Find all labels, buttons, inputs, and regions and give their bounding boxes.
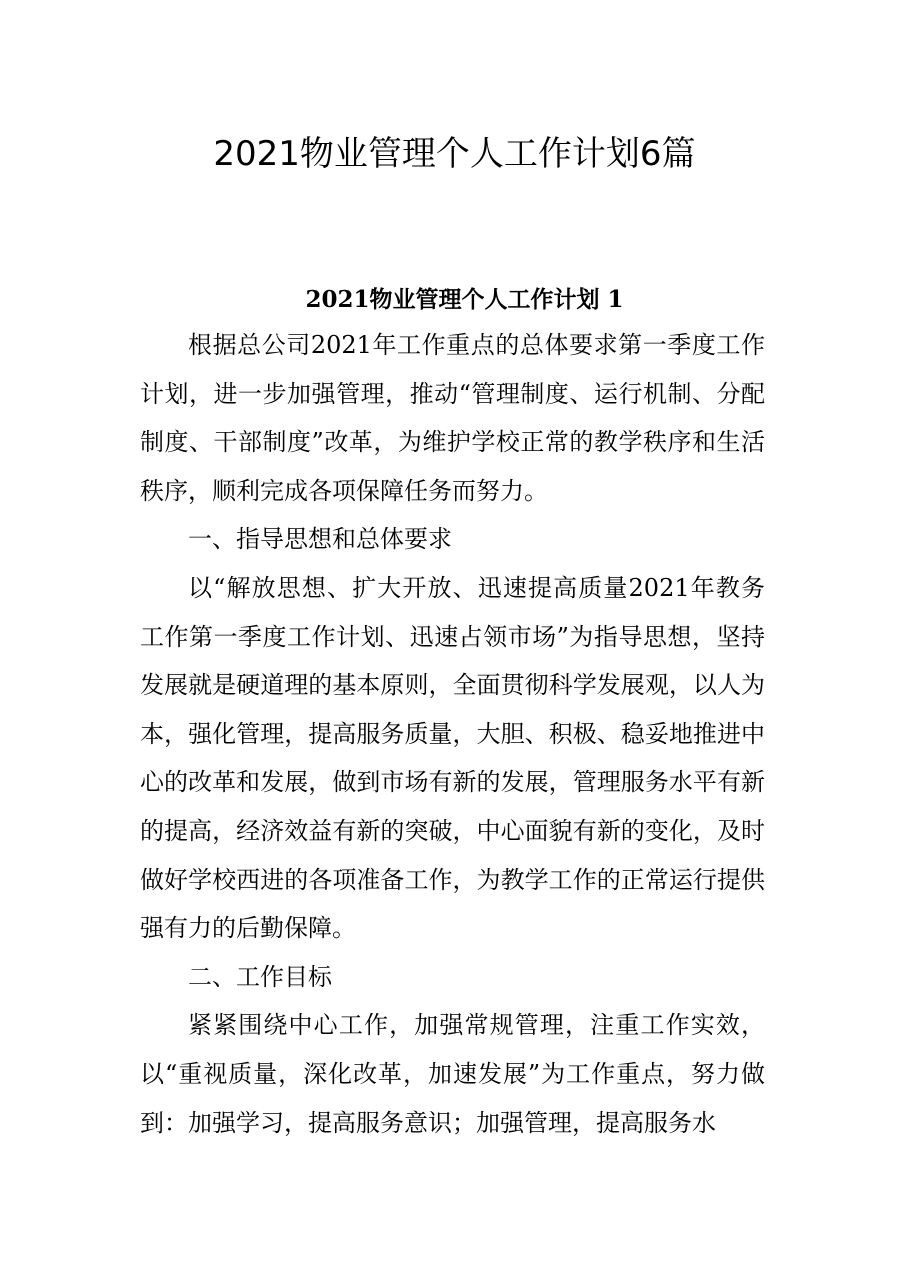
- heading-guiding-principles: 一、指导思想和总体要求: [188, 525, 452, 554]
- section-title: 2021物业管理个人工作计划 1: [305, 286, 624, 313]
- paragraph-guiding-principles: 以“解放思想、扩大开放、迅速提高质量2021年教务工作第一季度工作计划、迅速占领市场”为指导思想，坚持发展就是硬道理的基本原则，全面贯彻科学发展观，以人为本，强化管理，提高服务质量，大胆、积极、稳妥地推进中心的改革和发展，做到市场有新的发展，管理服务水平有新的提高，经济效益有新的突破，中心面貌有新的变化，及时做好学校西进的各项准备工作，为教学工作的正常运行提供强有力的后勤保障。: [140, 573, 765, 943]
- heading-work-goals: 二、工作目标: [188, 962, 332, 991]
- document-title: 2021物业管理个人工作计划6篇: [213, 134, 696, 174]
- paragraph-intro: 根据总公司2021年工作重点的总体要求第一季度工作计划，进一步加强管理，推动“管理制度、运行机制、分配制度、干部制度”改革，为维护学校正常的教学秩序和生活秩序，顺利完成各项保障任务而努力。: [140, 331, 765, 505]
- paragraph-work-goals: 紧紧围绕中心工作，加强常规管理，注重工作实效，以“重视质量，深化改革，加速发展”为工作重点，努力做到：加强学习，提高服务意识；加强管理，提高服务水: [140, 1011, 765, 1137]
- document-body: [140, 321, 765, 1147]
